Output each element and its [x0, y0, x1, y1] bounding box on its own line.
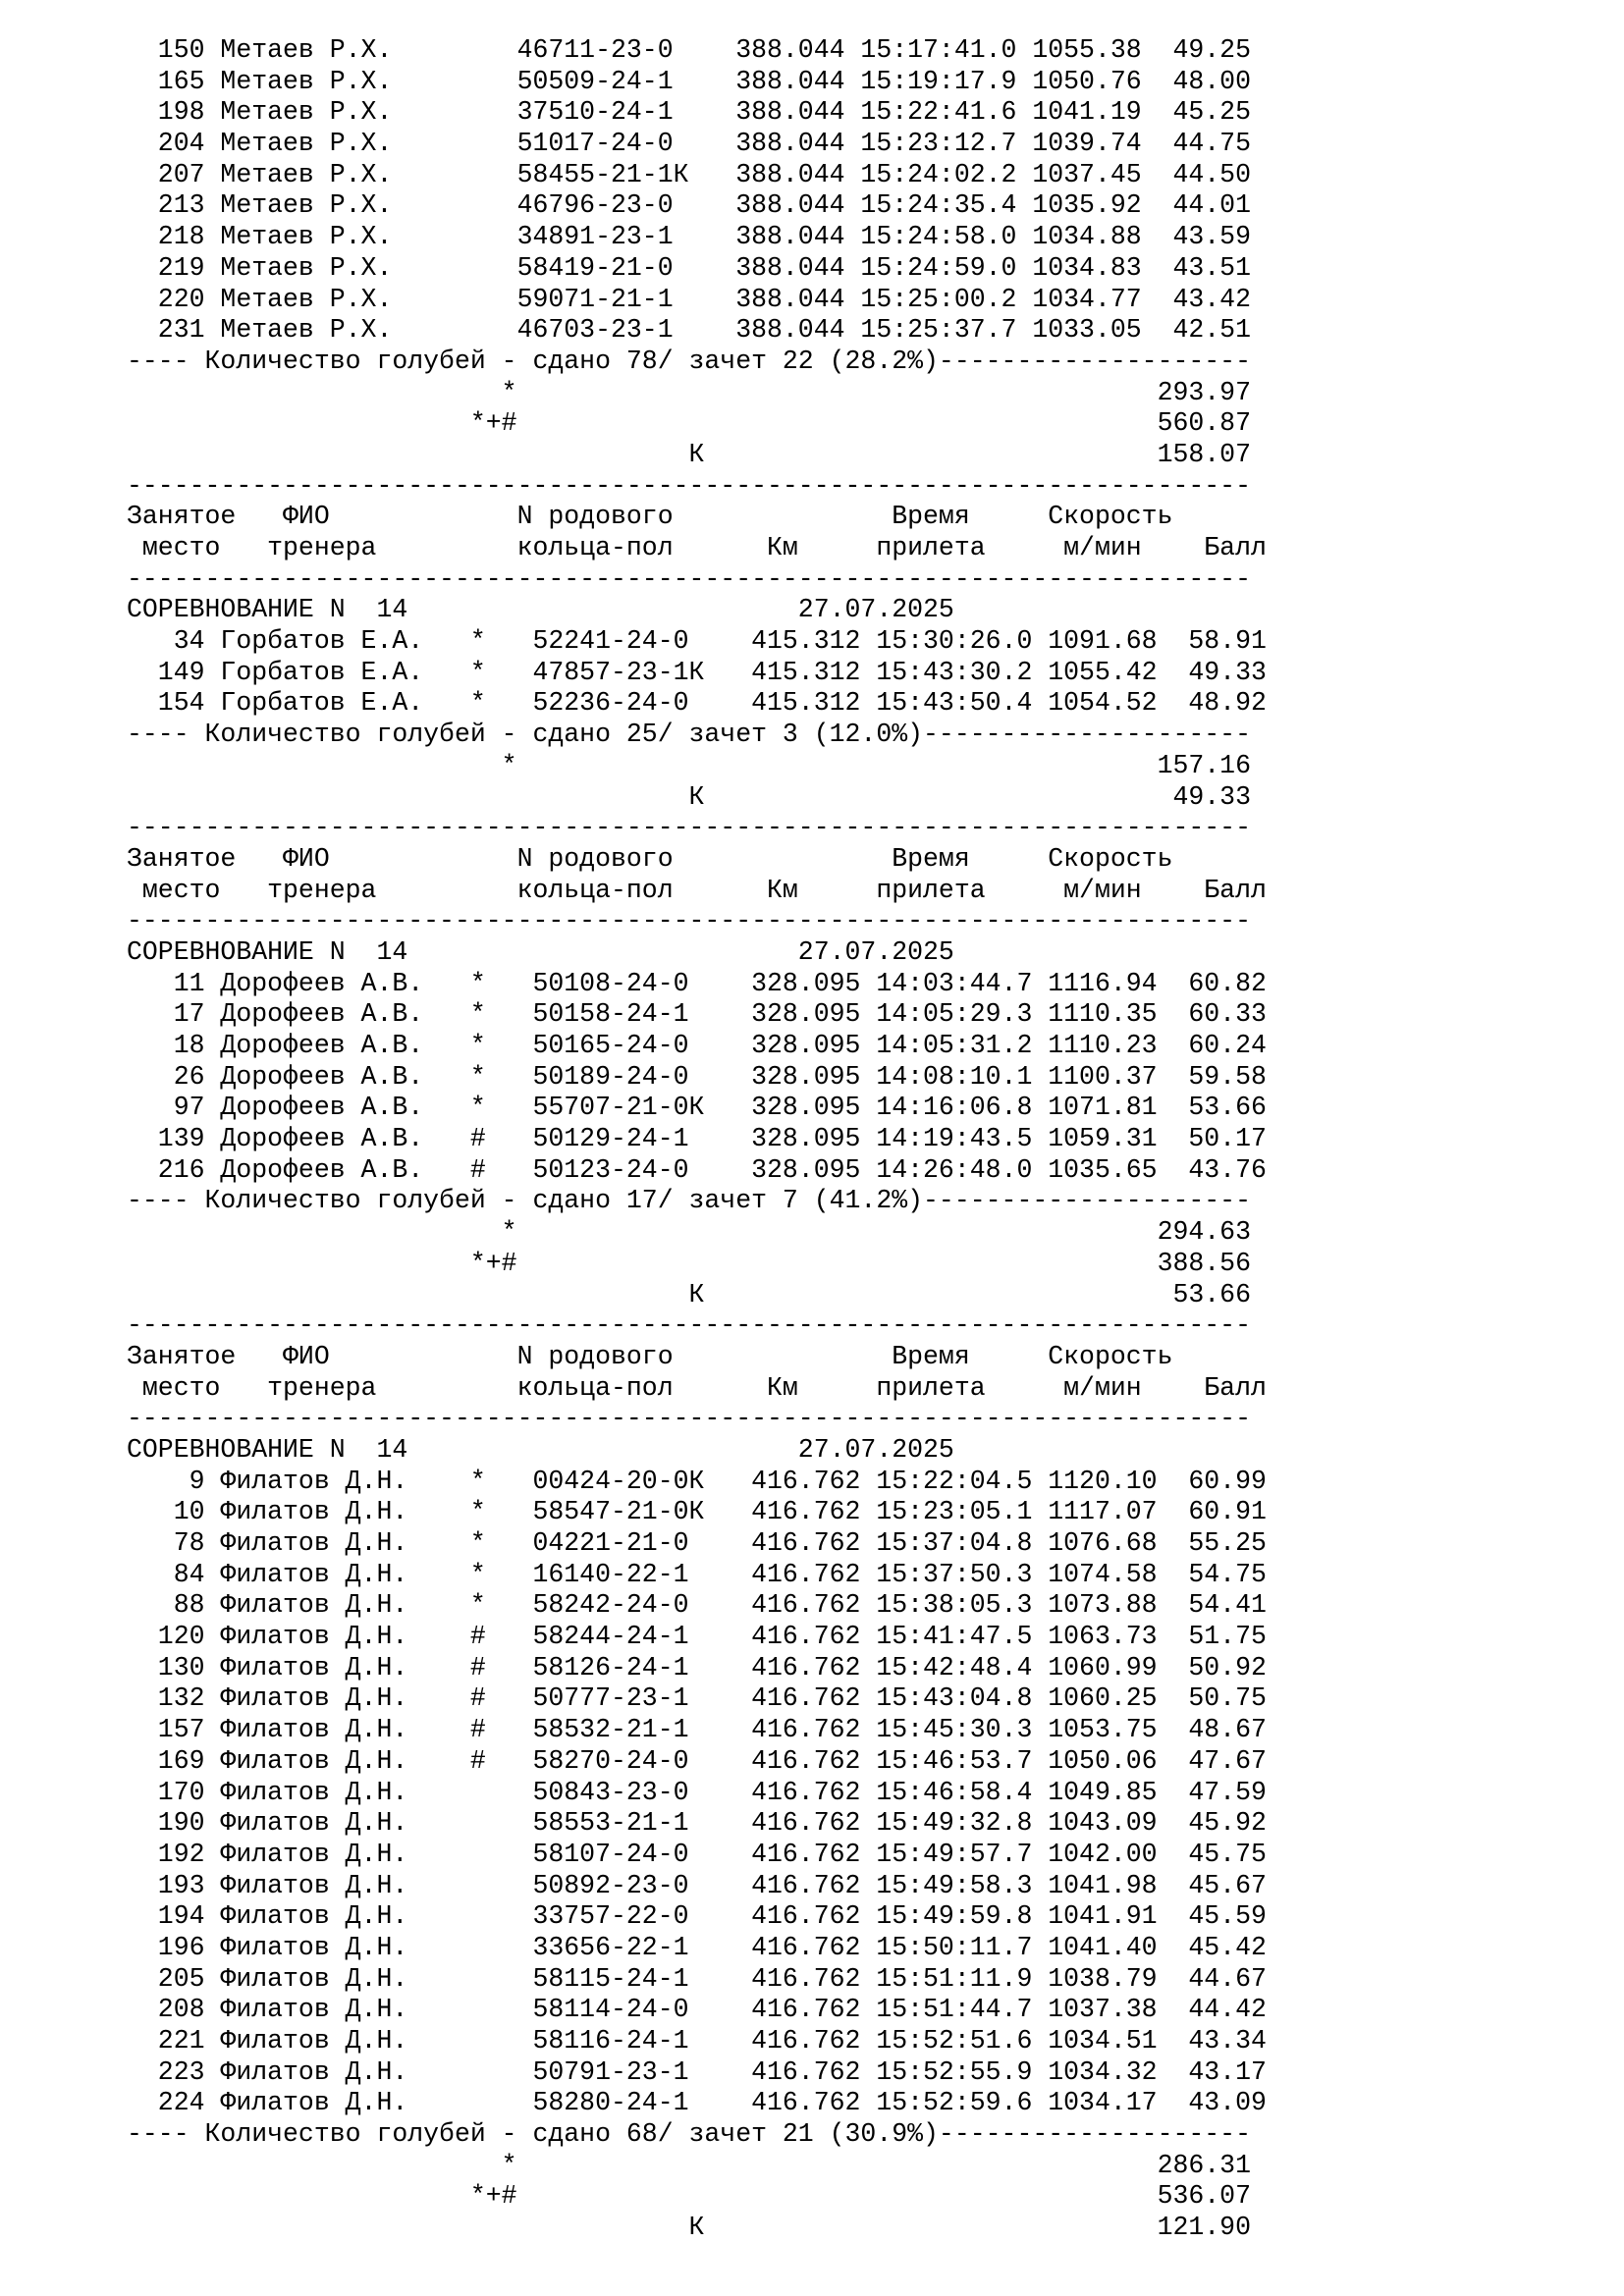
- total-star: * 157.16: [127, 750, 1251, 780]
- result-row: 130 Филатов Д.Н. # 58126-24-1 416.762 15:42:48.4 1060.99 50.92: [127, 1652, 1267, 1682]
- result-row: 17 Дорофеев А.В. * 50158-24-1 328.095 14:05:29.3 1110.35 60.33: [127, 999, 1267, 1030]
- result-row: 157 Филатов Д.Н. # 58532-21-1 416.762 15:45:30.3 1053.75 48.67: [127, 1715, 1267, 1745]
- competition-heading: СОРЕВНОВАНИЕ N 14 27.07.2025: [127, 1434, 954, 1465]
- column-header: Занятое ФИО N родового Время Скорость: [127, 843, 1251, 874]
- result-row: 194 Филатов Д.Н. 33757-22-0 416.762 15:49:59.8 1041.91 45.59: [127, 1901, 1267, 1932]
- result-row: 120 Филатов Д.Н. # 58244-24-1 416.762 15:41:47.5 1063.73 51.75: [127, 1622, 1267, 1652]
- competition-heading: СОРЕВНОВАНИЕ N 14 27.07.2025: [127, 936, 954, 967]
- result-row: 26 Дорофеев А.В. * 50189-24-0 328.095 14:08:10.1 1100.37 59.58: [127, 1061, 1267, 1092]
- total-k: К 53.66: [127, 1279, 1251, 1309]
- result-row: 97 Дорофеев А.В. * 55707-21-0К 328.095 14:16:06.8 1071.81 53.66: [127, 1093, 1267, 1123]
- result-row: 88 Филатов Д.Н. * 58242-24-0 416.762 15:38:05.3 1073.88 54.41: [127, 1590, 1267, 1621]
- result-row: 190 Филатов Д.Н. 58553-21-1 416.762 15:49:32.8 1043.09 45.92: [127, 1808, 1267, 1839]
- result-row: 9 Филатов Д.Н. * 00424-20-0К 416.762 15:22:04.5 1120.10 60.99: [127, 1466, 1267, 1496]
- competition-heading: СОРЕВНОВАНИЕ N 14 27.07.2025: [127, 595, 954, 625]
- total-star: * 286.31: [127, 2150, 1251, 2180]
- result-row: 207 Метаев Р.Х. 58455-21-1К 388.044 15:24:02.2 1037.45 44.50: [127, 159, 1251, 189]
- pigeon-count-summary: ---- Количество голубей - сдано 17/ зачет 7 (41.2%)---------------------: [127, 1186, 1251, 1216]
- result-row: 84 Филатов Д.Н. * 16140-22-1 416.762 15:37:50.3 1074.58 54.75: [127, 1559, 1267, 1589]
- separator-line: ------------------------------------------------------------------------: [127, 813, 1251, 843]
- column-header: Занятое ФИО N родового Время Скорость: [127, 502, 1251, 532]
- column-header: место тренера кольца-пол Км прилета м/мин Балл: [127, 1372, 1267, 1403]
- result-row: 149 Горбатов Е.А. * 47857-23-1К 415.312 15:43:30.2 1055.42 49.33: [127, 657, 1267, 687]
- result-row: 198 Метаев Р.Х. 37510-24-1 388.044 15:22:41.6 1041.19 45.25: [127, 97, 1251, 128]
- result-row: 154 Горбатов Е.А. * 52236-24-0 415.312 15:43:50.4 1054.52 48.92: [127, 688, 1267, 719]
- total-star: * 293.97: [127, 377, 1251, 407]
- total-k: К 49.33: [127, 781, 1251, 812]
- result-row: 165 Метаев Р.Х. 50509-24-1 388.044 15:19:17.9 1050.76 48.00: [127, 66, 1251, 96]
- total-star-plus-hash: *+# 388.56: [127, 1248, 1251, 1278]
- result-row: 132 Филатов Д.Н. # 50777-23-1 416.762 15:43:04.8 1060.25 50.75: [127, 1683, 1267, 1714]
- separator-line: ------------------------------------------------------------------------: [127, 563, 1251, 594]
- result-row: 231 Метаев Р.Х. 46703-23-1 388.044 15:25:37.7 1033.05 42.51: [127, 315, 1251, 346]
- pigeon-count-summary: ---- Количество голубей - сдано 68/ зачет 21 (30.9%)--------------------: [127, 2119, 1251, 2150]
- result-row: 193 Филатов Д.Н. 50892-23-0 416.762 15:49:58.3 1041.98 45.67: [127, 1870, 1267, 1900]
- total-star-plus-hash: *+# 536.07: [127, 2181, 1251, 2212]
- result-row: 196 Филатов Д.Н. 33656-22-1 416.762 15:50:11.7 1041.40 45.42: [127, 1932, 1267, 1962]
- total-star: * 294.63: [127, 1217, 1251, 1248]
- result-row: 208 Филатов Д.Н. 58114-24-0 416.762 15:51:44.7 1037.38 44.42: [127, 1995, 1267, 2025]
- separator-line: ------------------------------------------------------------------------: [127, 1310, 1251, 1341]
- column-header: место тренера кольца-пол Км прилета м/мин Балл: [127, 533, 1267, 562]
- result-row: 170 Филатов Д.Н. 50843-23-0 416.762 15:46:58.4 1049.85 47.59: [127, 1777, 1267, 1807]
- total-star-plus-hash: *+# 560.87: [127, 408, 1251, 439]
- result-row: 224 Филатов Д.Н. 58280-24-1 416.762 15:52:59.6 1034.17 43.09: [127, 2088, 1267, 2118]
- total-k: К 158.07: [127, 439, 1251, 469]
- pigeon-count-summary: ---- Количество голубей - сдано 78/ зачет 22 (28.2%)--------------------: [127, 346, 1251, 376]
- result-row: 169 Филатов Д.Н. # 58270-24-0 416.762 15:46:53.7 1050.06 47.67: [127, 1745, 1267, 1776]
- result-row: 150 Метаев Р.Х. 46711-23-0 388.044 15:17:41.0 1055.38 49.25: [127, 35, 1251, 65]
- separator-line: ------------------------------------------------------------------------: [127, 906, 1251, 936]
- result-row: 18 Дорофеев А.В. * 50165-24-0 328.095 14:05:31.2 1110.23 60.24: [127, 1031, 1267, 1060]
- result-row: 139 Дорофеев А.В. # 50129-24-1 328.095 14:19:43.5 1059.31 50.17: [127, 1124, 1267, 1154]
- result-row: 216 Дорофеев А.В. # 50123-24-0 328.095 14:26:48.0 1035.65 43.76: [127, 1154, 1267, 1185]
- separator-line: ------------------------------------------------------------------------: [127, 1404, 1251, 1434]
- column-header: место тренера кольца-пол Км прилета м/мин Балл: [127, 875, 1267, 905]
- result-row: 205 Филатов Д.Н. 58115-24-1 416.762 15:51:11.9 1038.79 44.67: [127, 1963, 1267, 1994]
- result-row: 221 Филатов Д.Н. 58116-24-1 416.762 15:52:51.6 1034.51 43.34: [127, 2026, 1267, 2056]
- separator-line: ------------------------------------------------------------------------: [127, 470, 1251, 501]
- result-row: 204 Метаев Р.Х. 51017-24-0 388.044 15:23:12.7 1039.74 44.75: [127, 129, 1251, 159]
- result-row: 213 Метаев Р.Х. 46796-23-0 388.044 15:24:35.4 1035.92 44.01: [127, 190, 1251, 221]
- result-row: 220 Метаев Р.Х. 59071-21-1 388.044 15:25:00.2 1034.77 43.42: [127, 284, 1251, 314]
- result-row: 192 Филатов Д.Н. 58107-24-0 416.762 15:49:57.7 1042.00 45.75: [127, 1839, 1267, 1869]
- result-row: 10 Филатов Д.Н. * 58547-21-0К 416.762 15:23:05.1 1117.07 60.91: [127, 1497, 1267, 1527]
- results-report: [127, 35, 1267, 2244]
- result-row: 11 Дорофеев А.В. * 50108-24-0 328.095 14:03:44.7 1116.94 60.82: [127, 968, 1267, 998]
- result-row: 78 Филатов Д.Н. * 04221-21-0 416.762 15:37:04.8 1076.68 55.25: [127, 1528, 1267, 1558]
- result-row: 218 Метаев Р.Х. 34891-23-1 388.044 15:24:58.0 1034.88 43.59: [127, 222, 1251, 252]
- result-row: 34 Горбатов Е.А. * 52241-24-0 415.312 15:30:26.0 1091.68 58.91: [127, 626, 1267, 657]
- pigeon-count-summary: ---- Количество голубей - сдано 25/ зачет 3 (12.0%)---------------------: [127, 720, 1251, 750]
- column-header: Занятое ФИО N родового Время Скорость: [127, 1341, 1251, 1371]
- result-row: 219 Метаев Р.Х. 58419-21-0 388.044 15:24:59.0 1034.83 43.51: [127, 252, 1251, 283]
- total-k: К 121.90: [127, 2213, 1251, 2243]
- result-row: 223 Филатов Д.Н. 50791-23-1 416.762 15:52:55.9 1034.32 43.17: [127, 2056, 1267, 2087]
